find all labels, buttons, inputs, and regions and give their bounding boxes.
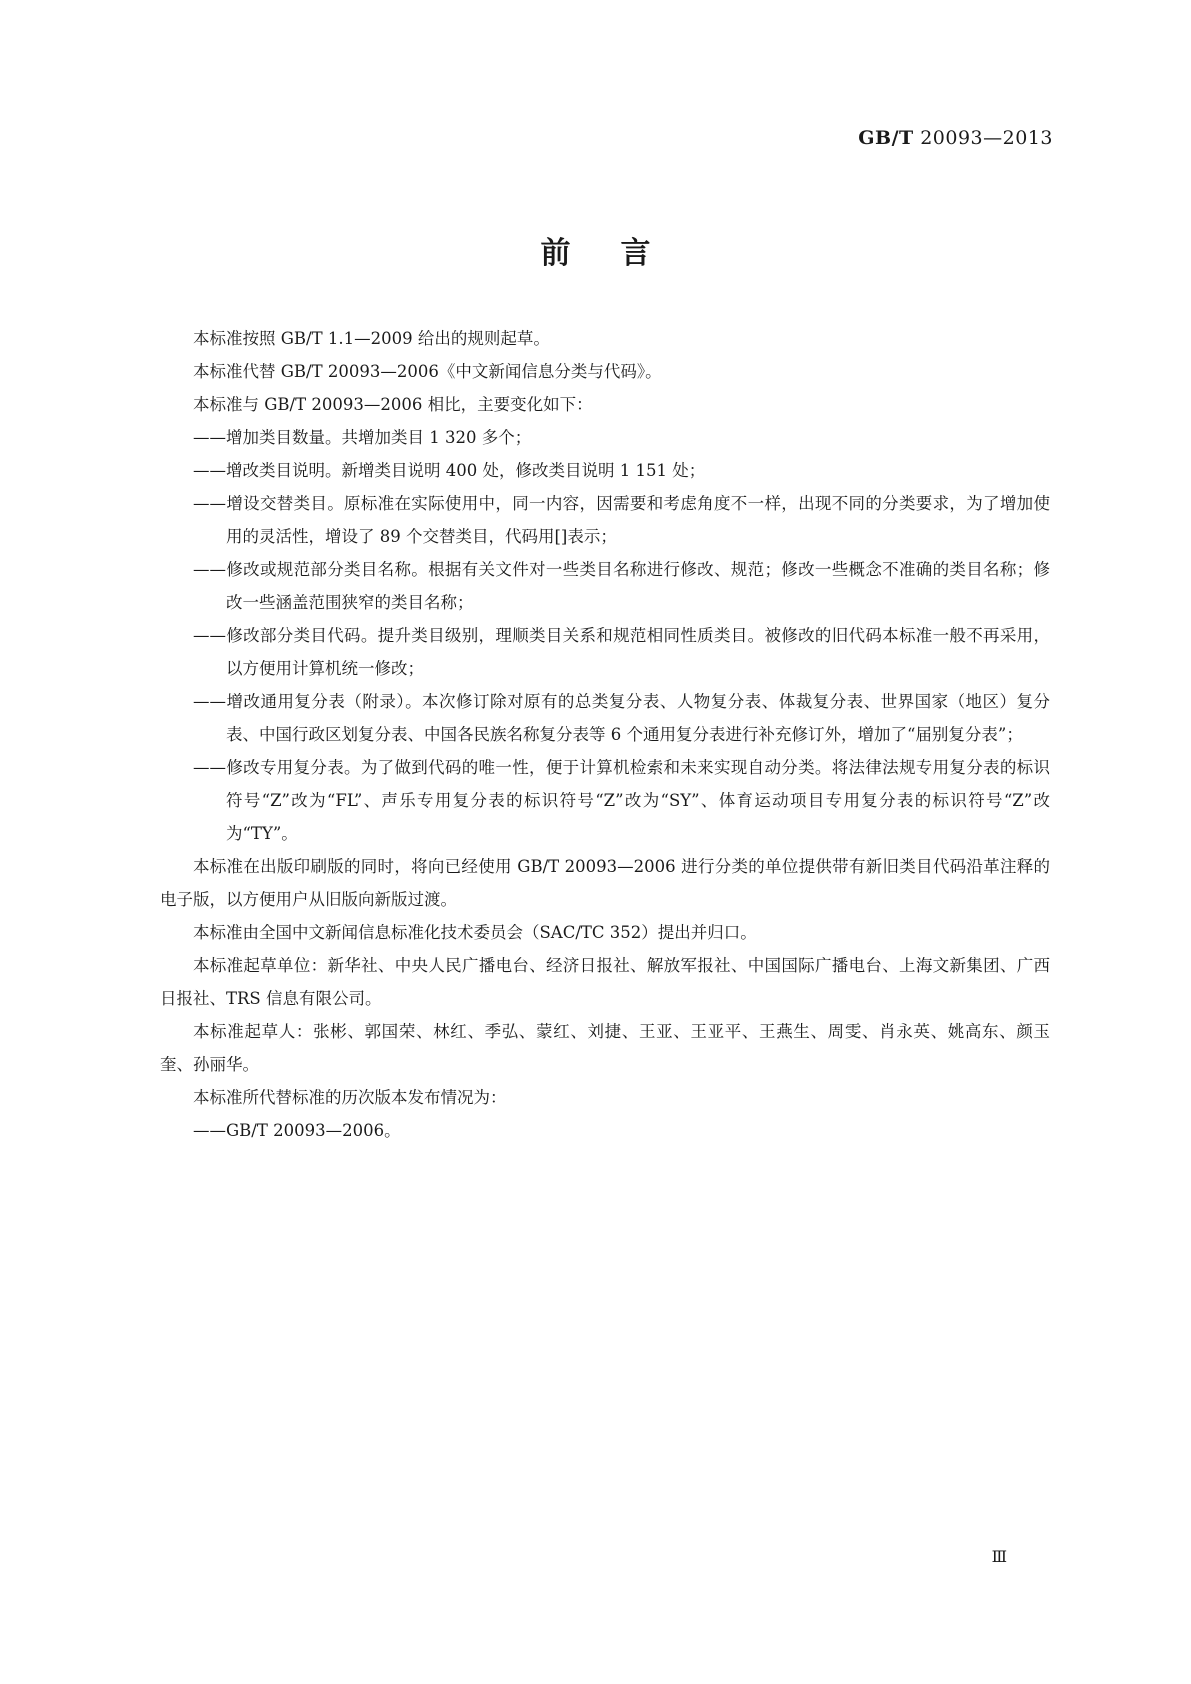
standard-prefix: GB/T (858, 127, 914, 149)
paragraph: 本标准起草单位：新华社、中央人民广播电台、经济日报社、解放军报社、中国国际广播电台、上海文新集团、广西日报社、TRS 信息有限公司。 (160, 956, 1050, 1008)
standard-code (858, 127, 1053, 149)
standard-number: 20093—2013 (913, 127, 1053, 149)
paragraph: 本标准在出版印刷版的同时，将向已经使用 GB/T 20093—2006 进行分类的单位提供带有新旧类目代码沿革注释的电子版，以方便用户从旧版向新版过渡。 (160, 857, 1050, 909)
paragraph: 本标准由全国中文新闻信息标准化技术委员会（SAC/TC 352）提出并归口。 (193, 923, 757, 942)
paragraph: 本标准代替 GB/T 20093—2006《中文新闻信息分类与代码》。 (193, 362, 662, 381)
document-body (160, 322, 1050, 1147)
change-list-item: ——增加类目数量。共增加类目 1 320 多个； (193, 428, 532, 447)
change-list-item: ——增改通用复分表（附录）。本次修订除对原有的总类复分表、人物复分表、体裁复分表、世界国家（地区）复分表、中国行政区划复分表、中国各民族名称复分表等 6 个通用复分表进行补充修订外，增加了“届别复分表”； (193, 692, 1050, 744)
paragraph: 本标准所代替标准的历次版本发布情况为： (193, 1088, 507, 1107)
version-history-item: ——GB/T 20093—2006。 (193, 1121, 401, 1140)
change-list-item: ——增改类目说明。新增类目说明 400 处，修改类目说明 1 151 处； (193, 461, 706, 480)
change-list-item: ——增设交替类目。原标准在实际使用中，同一内容，因需要和考虑角度不一样，出现不同的分类要求，为了增加使用的灵活性，增设了 89 个交替类目，代码用[]表示； (193, 494, 1050, 546)
paragraph: 本标准按照 GB/T 1.1—2009 给出的规则起草。 (193, 329, 550, 348)
change-list-item: ——修改部分类目代码。提升类目级别，理顺类目关系和规范相同性质类目。被修改的旧代码本标准一般不再采用，以方便用计算机统一修改； (193, 626, 1050, 678)
page-number: Ⅲ (991, 1547, 1007, 1566)
paragraph: 本标准与 GB/T 20093—2006 相比，主要变化如下： (193, 395, 593, 414)
paragraph: 本标准起草人：张彬、郭国荣、林红、季弘、蒙红、刘捷、王亚、王亚平、王燕生、周雯、肖永英、姚高东、颜玉奎、孙丽华。 (160, 1022, 1050, 1074)
change-list-item: ——修改专用复分表。为了做到代码的唯一性，便于计算机检索和未来实现自动分类。将法律法规专用复分表的标识符号“Z”改为“FL”、声乐专用复分表的标识符号“Z”改为“SY”、体育运动项目专用复分表的标识符号“Z”改为“TY”。 (193, 758, 1050, 843)
change-list-item: ——修改或规范部分类目名称。根据有关文件对一些类目名称进行修改、规范；修改一些概念不准确的类目名称；修改一些涵盖范围狭窄的类目名称； (193, 560, 1050, 612)
page-title: 前言 (540, 236, 701, 271)
